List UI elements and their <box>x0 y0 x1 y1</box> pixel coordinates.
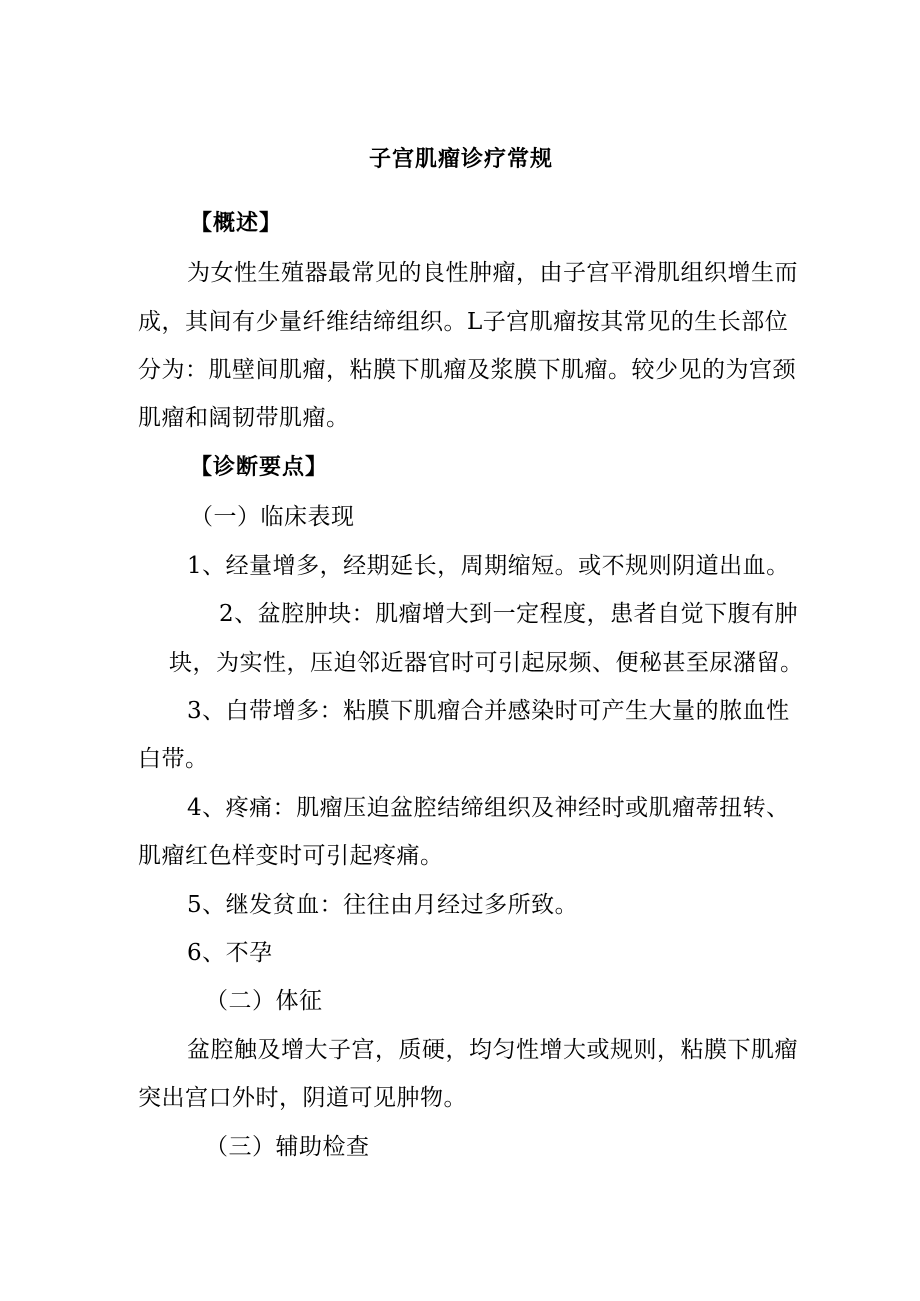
clinical-item-6: 6、不孕 <box>187 940 273 966</box>
clinical-item-2-line: 2、盆腔肿块：肌瘤增大到一定程度，患者自觉下腹有肿 <box>219 601 799 627</box>
clinical-item-4-line: 4、疼痛：肌瘤压迫盆腔结缔组织及神经时或肌瘤蒂扭转、 <box>187 795 790 821</box>
overview-line: 为女性生殖器最常见的良性肿瘤，由子宫平滑肌组织增生而 <box>187 260 798 286</box>
clinical-item-3-line: 3、白带增多：粘膜下肌瘤合并感染时可产生大量的脓血性 <box>187 698 790 724</box>
clinical-item-1: 1、经量增多，经期延长，周期缩短。或不规则阴道出血。 <box>187 553 790 579</box>
overview-line: 肌瘤和阔韧带肌瘤。 <box>138 405 350 431</box>
signs-line: 盆腔触及增大子宫，质硬，均匀性增大或规则，粘膜下肌瘤 <box>187 1037 798 1063</box>
document-title: 子宫肌瘤诊疗常规 <box>369 147 554 172</box>
signs-line: 突出宫口外时，阴道可见肿物。 <box>138 1085 467 1111</box>
overview-line: 分为：肌壁间肌瘤，粘膜下肌瘤及浆膜下肌瘤。较少见的为宫颈 <box>138 357 796 383</box>
clinical-item-5: 5、继发贫血：往往由月经过多所致。 <box>187 892 579 918</box>
clinical-item-2-line: 块，为实性，压迫邻近器官时可引起尿频、便秘甚至尿潴留。 <box>169 650 804 676</box>
overview-line: 成，其间有少量纤维结缔组织。L子宫肌瘤按其常见的生长部位 <box>138 309 789 335</box>
auxiliary-subheading: （三）辅助检查 <box>205 1134 370 1160</box>
clinical-item-4-line: 肌瘤红色样变时可引起疼痛。 <box>138 843 444 869</box>
clinical-item-3-line: 白带。 <box>138 746 209 772</box>
signs-subheading: （二）体征 <box>205 988 323 1014</box>
clinical-subheading: （一）临床表现 <box>190 504 355 530</box>
diagnosis-heading: 【诊断要点】 <box>190 455 329 480</box>
overview-heading: 【概述】 <box>190 211 283 236</box>
